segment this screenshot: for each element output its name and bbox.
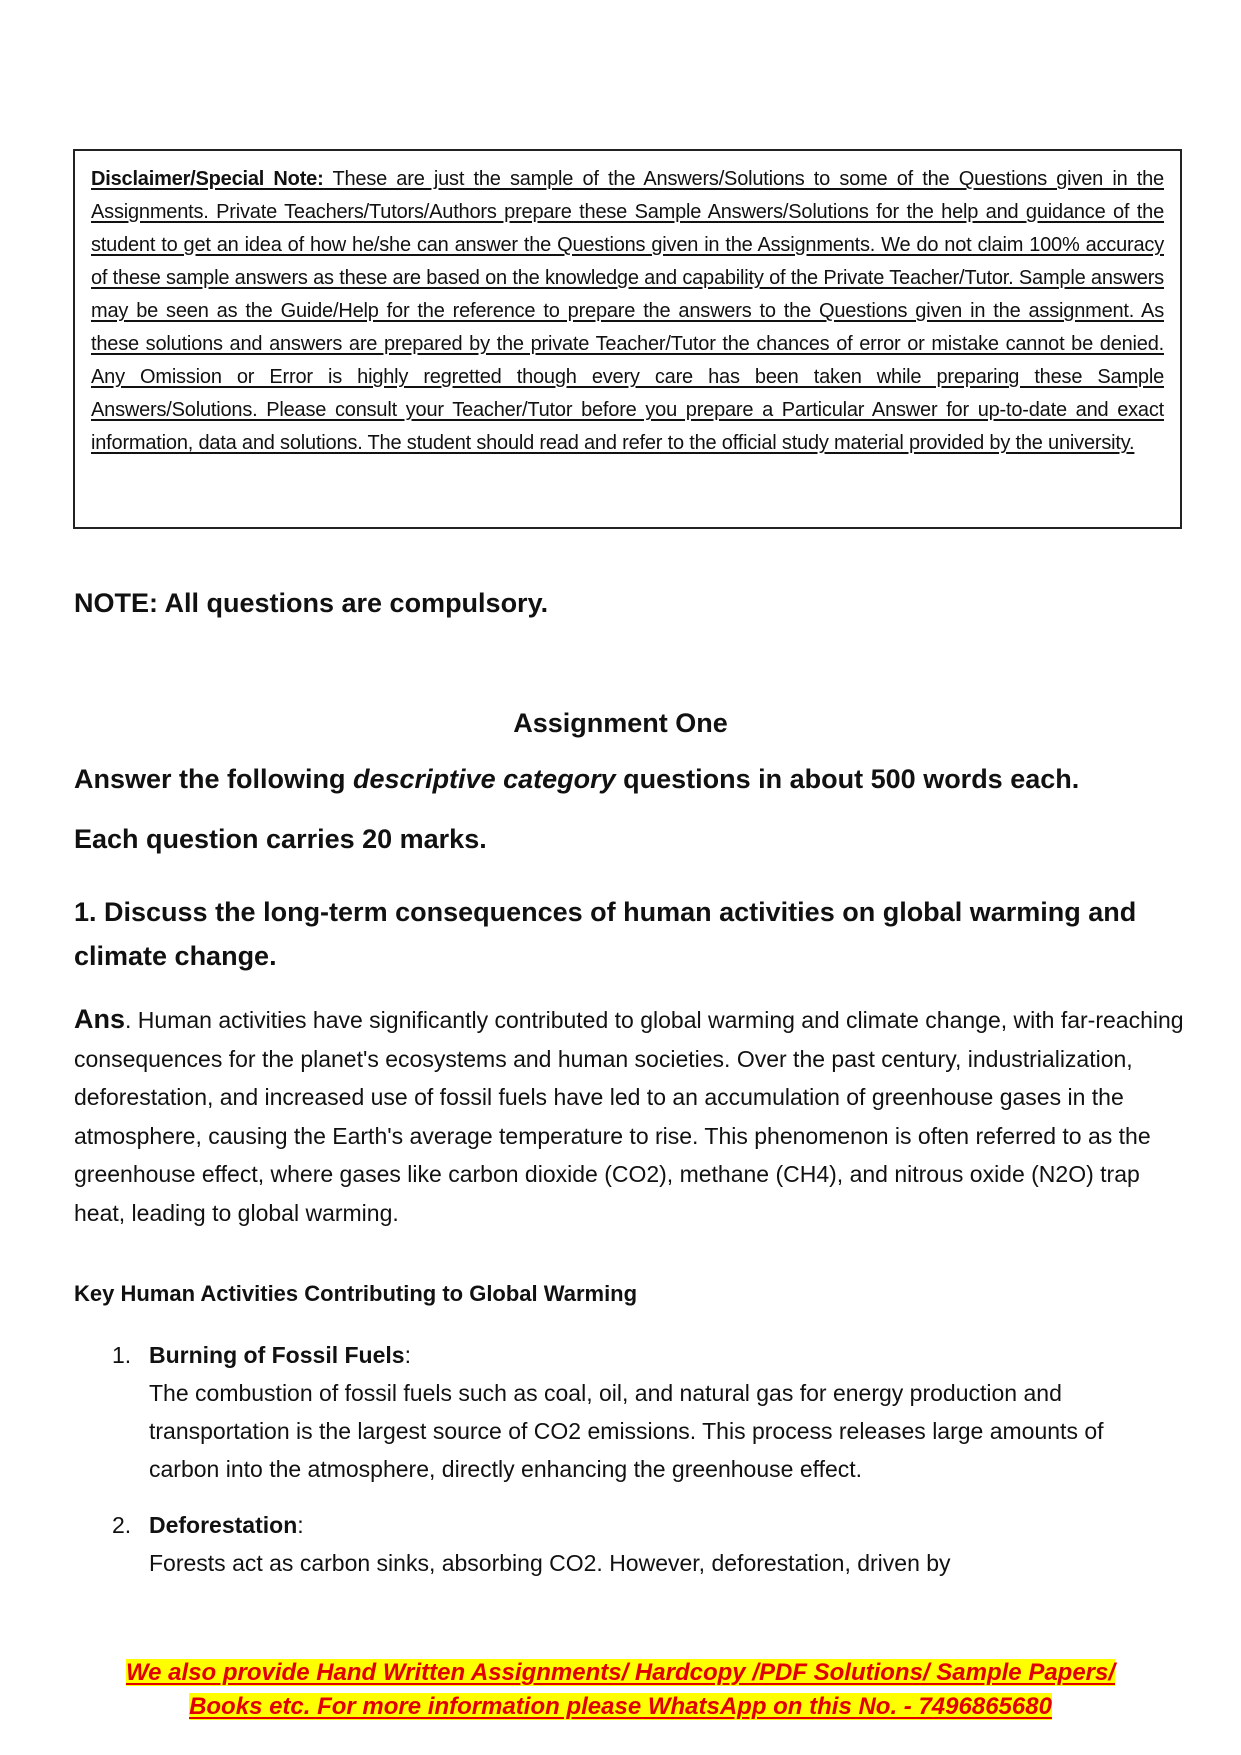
list-item-title <box>149 1336 1172 1374</box>
instruction-italic: descriptive category <box>353 764 616 794</box>
list-item <box>112 1336 1172 1488</box>
answer-label: Ans <box>74 1004 126 1034</box>
list-item-title <box>149 1506 1172 1544</box>
activities-list <box>112 1336 1172 1582</box>
list-item-title-bold: Burning of Fossil Fuels <box>149 1342 405 1368</box>
disclaimer-text <box>91 163 1164 460</box>
disclaimer-body: These are just the sample of the Answers/Solutions to some of the Questions given in the Assignments. Private Teachers/Tutors/Authors prepare these Sample Answers/Solutions for the help and guidance of the student to get an idea of how he/she can answer the Questions given in the Assignments. We do not claim 100% accuracy of these sample answers as these are based on the knowledge and capability of the Private Teacher/Tutor. Sample answers may be seen as the Guide/Help for the reference to prepare the answers to the Questions given in the assignment. As these solutions and answers are prepared by the private Teacher/Tutor the chances of error or mistake cannot be denied. Any Omission or Error is highly regretted though every care has been taken while preparing these Sample Answers/Solutions. Please consult your Teacher/Tutor before you prepare a Particular Answer for up-to-date and exact information, data and solutions. The student should read and refer to the official study material provided by the university. <box>91 168 1164 454</box>
disclaimer-box <box>73 149 1182 529</box>
instruction-line <box>74 764 1079 795</box>
key-activities-heading: Key Human Activities Contributing to Global Warming <box>74 1281 638 1306</box>
list-number: 1. <box>112 1342 132 1368</box>
list-item-body: The combustion of fossil fuels such as coal, oil, and natural gas for energy production and transportation is the largest source of CO2 emissions. This process releases large amounts of carbon into the atmosphere, directly enhancing the greenhouse effect. <box>149 1380 1104 1482</box>
compulsory-note: NOTE: All questions are compulsory. <box>74 588 549 618</box>
marks-line: Each question carries 20 marks. <box>74 824 487 854</box>
list-item-colon: : <box>404 1342 411 1368</box>
instruction-suffix: questions in about 500 words each. <box>615 764 1080 794</box>
promo-line-1: We also provide Hand Written Assignments/ Hardcopy /PDF Solutions/ Sample Papers/ <box>125 1659 1116 1686</box>
list-number: 2. <box>112 1512 132 1538</box>
disclaimer-label: Disclaimer/Special Note: <box>91 168 324 190</box>
assignment-title: Assignment One <box>513 708 728 738</box>
promo-line-2: Books etc. For more information please WhatsApp on this No. - 7496865680 <box>189 1693 1052 1720</box>
list-item-title-bold: Deforestation <box>149 1512 298 1538</box>
answer-paragraph <box>74 1000 1184 1232</box>
answer-text: . Human activities have significantly contributed to global warming and climate change, with far-reaching consequences for the planet's ecosystems and human societies. Over the past century, industrialization, deforestation, and increased use of fossil fuels have led to an accumulation of greenhouse gases in the atmosphere, causing the Earth's average temperature to rise. This phenomenon is often referred to as the greenhouse effect, where gases like carbon dioxide (CO2), methane (CH4), and nitrous oxide (N2O) trap heat, leading to global warming. <box>74 1007 1184 1226</box>
list-item-colon: : <box>297 1512 304 1538</box>
list-item-body: Forests act as carbon sinks, absorbing CO2. However, deforestation, driven by <box>149 1550 951 1576</box>
question-1: 1. Discuss the long-term consequences of human activities on global warming and climate change. <box>74 897 1137 971</box>
list-item <box>112 1506 1172 1582</box>
instruction-prefix: Answer the following <box>74 764 354 794</box>
promo-footer <box>0 1656 1241 1724</box>
